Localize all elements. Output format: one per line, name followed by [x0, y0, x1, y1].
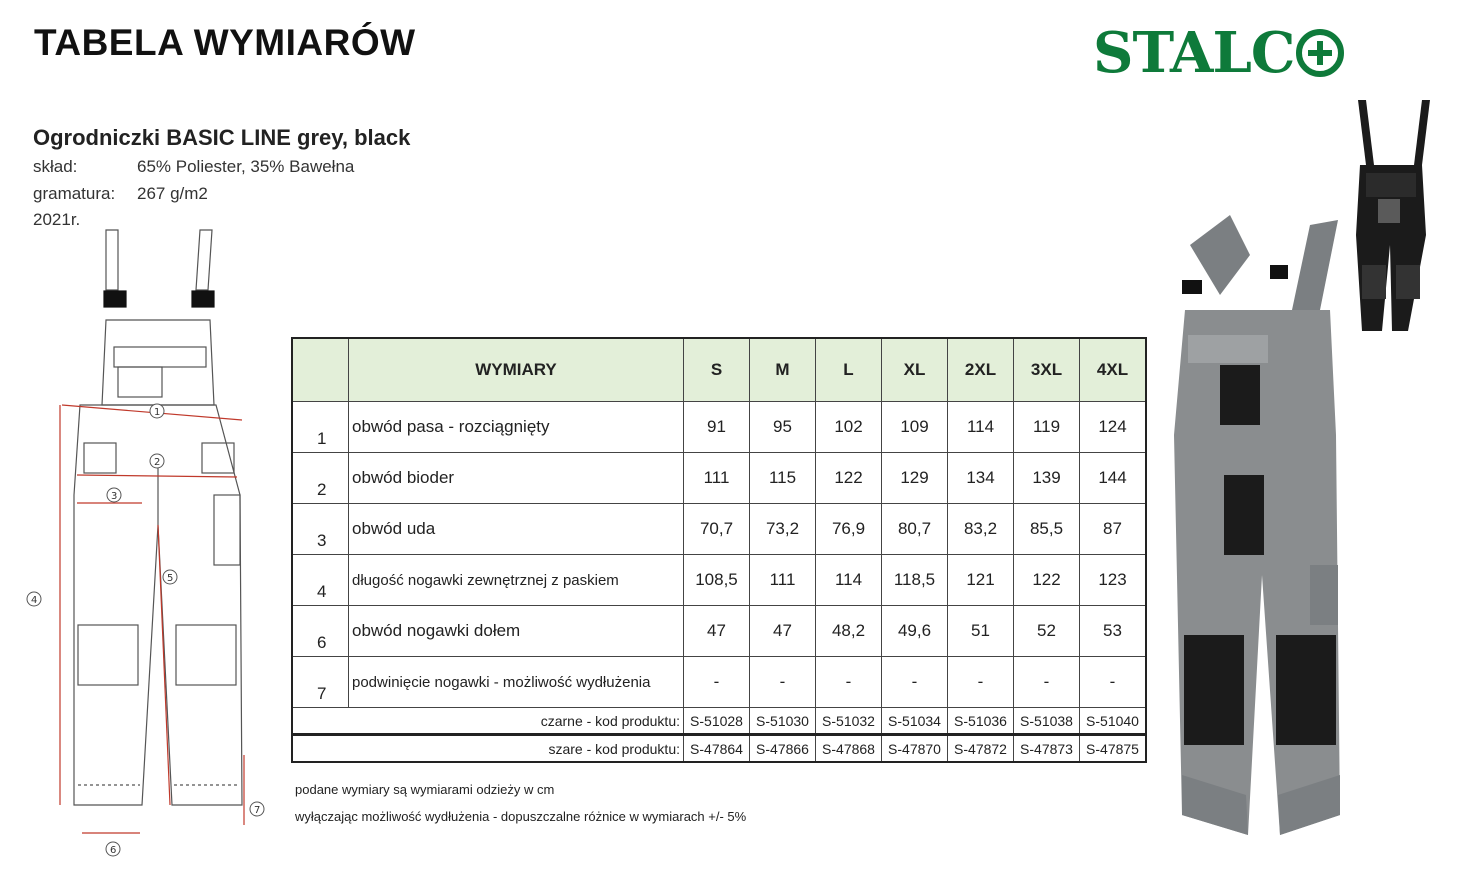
marker-1-label: 1: [154, 407, 161, 418]
marker-2-label: 2: [154, 457, 161, 468]
header-size: 3XL: [1014, 338, 1080, 402]
header-size: S: [684, 338, 750, 402]
row-value: 124: [1080, 402, 1147, 453]
header-size: XL: [882, 338, 948, 402]
row-name: obwód bioder: [349, 453, 684, 504]
row-value: 118,5: [882, 555, 948, 606]
row-value: 49,6: [882, 606, 948, 657]
spec-value: 65% Poliester, 35% Bawełna: [137, 157, 355, 176]
row-name: podwinięcie nogawki - możliwość wydłużenia: [349, 657, 684, 708]
table-row: [292, 402, 1146, 453]
table-row: [292, 657, 1146, 708]
row-value: 109: [882, 402, 948, 453]
row-value: 139: [1014, 453, 1080, 504]
product-code: S-51028: [684, 708, 750, 735]
row-value: 83,2: [948, 504, 1014, 555]
product-code: S-47868: [816, 735, 882, 763]
row-value: 47: [750, 606, 816, 657]
marker-5-label: 5: [167, 573, 174, 584]
row-value: 119: [1014, 402, 1080, 453]
row-number: 7: [292, 657, 349, 708]
row-value: -: [684, 657, 750, 708]
row-number: 2: [292, 453, 349, 504]
row-value: 95: [750, 402, 816, 453]
row-value: 114: [948, 402, 1014, 453]
row-value: -: [882, 657, 948, 708]
row-value: 87: [1080, 504, 1147, 555]
row-name: obwód nogawki dołem: [349, 606, 684, 657]
product-code: S-51032: [816, 708, 882, 735]
row-value: 85,5: [1014, 504, 1080, 555]
row-value: 111: [684, 453, 750, 504]
brand-logo-text: STALC: [1093, 20, 1295, 86]
row-value: 91: [684, 402, 750, 453]
row-value: -: [1080, 657, 1147, 708]
spec-value: 267 g/m2: [137, 184, 208, 203]
row-value: 80,7: [882, 504, 948, 555]
note-units: podane wymiary są wymiarami odzieży w cm: [295, 782, 555, 797]
overalls-technical-drawing: [22, 225, 272, 865]
row-value: 121: [948, 555, 1014, 606]
row-number: 3: [292, 504, 349, 555]
row-value: 52: [1014, 606, 1080, 657]
grey-overalls-image: [1174, 215, 1340, 835]
header-size: 2XL: [948, 338, 1014, 402]
product-photo: [1160, 95, 1450, 865]
marker-7-label: 7: [254, 805, 261, 816]
row-value: 134: [948, 453, 1014, 504]
product-code: S-51030: [750, 708, 816, 735]
row-value: 115: [750, 453, 816, 504]
row-value: 51: [948, 606, 1014, 657]
black-overalls-image: [1356, 100, 1430, 331]
marker-3-label: 3: [111, 491, 118, 502]
product-code: S-47864: [684, 735, 750, 763]
row-name: obwód uda: [349, 504, 684, 555]
marker-6-label: 6: [110, 845, 117, 856]
row-value: 70,7: [684, 504, 750, 555]
header-size: L: [816, 338, 882, 402]
row-value: 123: [1080, 555, 1147, 606]
row-value: -: [1014, 657, 1080, 708]
row-value: -: [816, 657, 882, 708]
row-value: 53: [1080, 606, 1147, 657]
header-num-cell: [292, 338, 349, 402]
product-code: S-47866: [750, 735, 816, 763]
row-number: 4: [292, 555, 349, 606]
page-title: TABELA WYMIARÓW: [34, 22, 416, 63]
header-size: 4XL: [1080, 338, 1147, 402]
product-code: S-51038: [1014, 708, 1080, 735]
product-code-row-grey: [292, 735, 1146, 763]
spec-label: skład:: [33, 157, 78, 176]
row-value: -: [750, 657, 816, 708]
row-value: -: [948, 657, 1014, 708]
row-value: 129: [882, 453, 948, 504]
row-value: 47: [684, 606, 750, 657]
row-value: 111: [750, 555, 816, 606]
spec-label: gramatura:: [33, 184, 116, 203]
spec-weight: [33, 184, 208, 204]
note-tolerance: wyłączając możliwość wydłużenia - dopuszczalne różnice w wymiarach +/- 5%: [295, 809, 747, 824]
row-value: 108,5: [684, 555, 750, 606]
table-row: [292, 453, 1146, 504]
row-value: 48,2: [816, 606, 882, 657]
brand-plus-circle-icon: [1294, 27, 1346, 79]
product-name: Ogrodniczki BASIC LINE grey, black: [33, 125, 411, 150]
product-code: S-47870: [882, 735, 948, 763]
brand-logo: [1093, 20, 1346, 86]
code-label: szare - kod produktu:: [292, 735, 684, 763]
header-size: M: [750, 338, 816, 402]
size-table: [291, 337, 1147, 763]
header-wymiary: WYMIARY: [349, 338, 684, 402]
product-code: S-51034: [882, 708, 948, 735]
row-value: 102: [816, 402, 882, 453]
product-code-row-black: [292, 708, 1146, 735]
product-code: S-51036: [948, 708, 1014, 735]
table-row: [292, 606, 1146, 657]
row-value: 122: [816, 453, 882, 504]
product-code: S-47872: [948, 735, 1014, 763]
size-table-header: [292, 338, 1146, 402]
row-number: 6: [292, 606, 349, 657]
product-code: S-47875: [1080, 735, 1147, 763]
marker-4-label: 4: [31, 595, 38, 606]
product-year: 2021r.: [33, 210, 81, 229]
row-number: 1: [292, 402, 349, 453]
row-value: 73,2: [750, 504, 816, 555]
product-code: S-47873: [1014, 735, 1080, 763]
row-name: długość nogawki zewnętrznej z paskiem: [349, 555, 684, 606]
table-row: [292, 504, 1146, 555]
row-name: obwód pasa - rozciągnięty: [349, 402, 684, 453]
row-value: 144: [1080, 453, 1147, 504]
row-value: 114: [816, 555, 882, 606]
spec-composition: [33, 157, 354, 177]
row-value: 76,9: [816, 504, 882, 555]
table-row: [292, 555, 1146, 606]
row-value: 122: [1014, 555, 1080, 606]
product-code: S-51040: [1080, 708, 1147, 735]
code-label: czarne - kod produktu:: [292, 708, 684, 735]
